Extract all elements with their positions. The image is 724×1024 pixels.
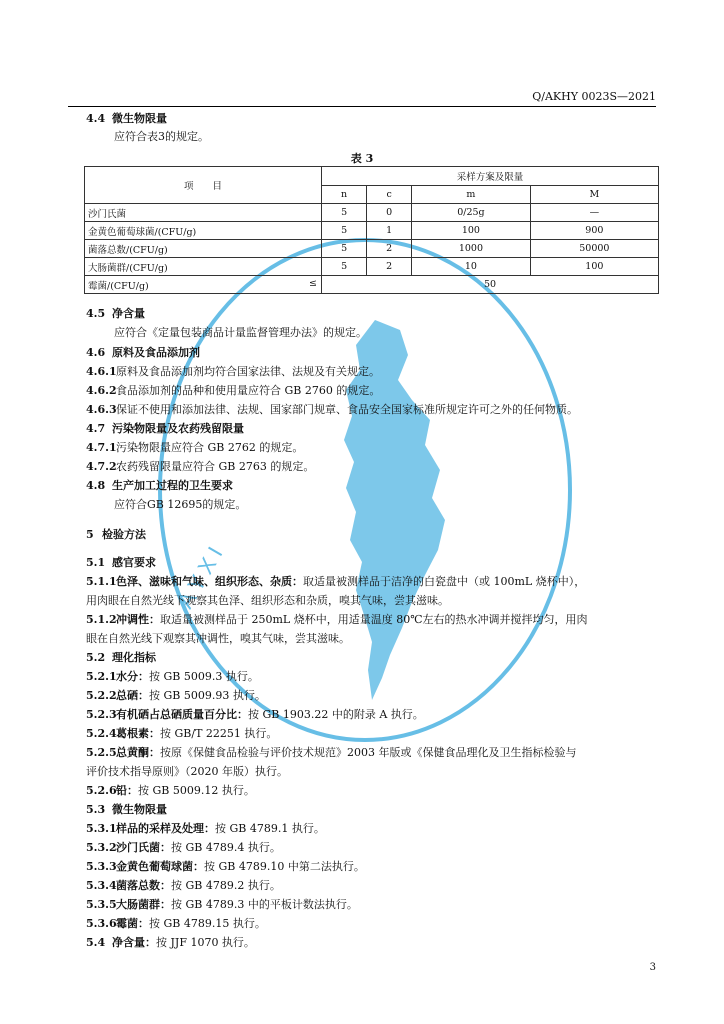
cell-n: 5 (322, 222, 367, 240)
section-4-7-2 (86, 459, 314, 474)
section-title: 理化指标 (112, 651, 156, 664)
section-5-1-2-cont: 眼在自然光线下观察其冲调性，嗅其气味，尝其滋味。 (86, 632, 350, 645)
header-rule (68, 106, 656, 107)
section-4-7-1 (86, 440, 303, 455)
row-name: 金黄色葡萄球菌/(CFU/g) (85, 222, 322, 240)
section-text: 取适量被测样品于洁净的白瓷盘中（或 100mL 烧杯中）， (303, 575, 586, 588)
section-text: 原料及食品添加剂均符合国家法律、法规及有关规定。 (116, 365, 380, 378)
section-number: 5.1.1 (86, 575, 117, 588)
table-row-mold (85, 276, 659, 294)
section-number: 5.3.1 (86, 822, 117, 835)
section-5-3-2 (86, 840, 281, 855)
item-label: 葛根素： (116, 727, 160, 740)
item-label: 样品的采样及处理： (116, 822, 215, 835)
item-label: 大肠菌群： (116, 898, 171, 911)
item-label: 冲调性： (116, 613, 160, 626)
section-text: 按 GB/T 22251 执行。 (160, 727, 278, 740)
cell-n: 5 (322, 204, 367, 222)
section-5-3-1 (86, 821, 325, 836)
seal-letters: A Y X I (172, 542, 228, 613)
section-text: 按 GB 5009.12 执行。 (138, 784, 255, 797)
section-number: 4.6.1 (86, 365, 117, 378)
section-number: 5 (86, 528, 94, 541)
section-5-2-5 (86, 745, 577, 760)
item-label: 金黄色葡萄球菌： (116, 860, 204, 873)
cell-M: 900 (530, 222, 658, 240)
cell-m: 100 (412, 222, 531, 240)
section-number: 4.6.2 (86, 384, 117, 397)
section-text: 取适量被测样品于 250mL 烧杯中，用适量温度 80℃左右的热水冲调并搅拌均匀，用肉 (160, 613, 588, 626)
section-text: 保证不使用和添加法律、法规、国家部门规章、食品安全国家标准所规定许可之外的任何物质。 (116, 403, 578, 416)
section-text: 农药残留限量应符合 GB 2763 的规定。 (116, 460, 315, 473)
item-label: 水分： (116, 670, 149, 683)
section-5-3-4 (86, 878, 281, 893)
table-row (85, 222, 659, 240)
section-4-4-text: 应符合表3的规定。 (114, 130, 209, 143)
item-label: 菌落总数： (116, 879, 171, 892)
section-number: 5.1.2 (86, 613, 117, 626)
section-5-3-3 (86, 859, 365, 874)
section-number: 5.3.4 (86, 879, 117, 892)
item-label: 霉菌： (116, 917, 149, 930)
cell-mold-value: 50 (322, 276, 659, 294)
section-4-6-1 (86, 364, 380, 379)
section-number: 4.5 (86, 307, 106, 320)
cell-c: 1 (367, 222, 412, 240)
section-5-3-6 (86, 916, 266, 931)
subcol-M: M (530, 186, 658, 204)
section-text: 按 JJF 1070 执行。 (156, 936, 255, 949)
section-number: 5.3.6 (86, 917, 117, 930)
cell-m: 0/25g (412, 204, 531, 222)
subcol-m: m (412, 186, 531, 204)
section-text: 按原《保健食品检验与评价技术规范》2003 年版或《保健食品理化及卫生指标检验与 (160, 746, 577, 759)
section-5-1-1 (86, 574, 585, 589)
section-number: 4.7.1 (86, 441, 117, 454)
subcol-n: n (322, 186, 367, 204)
section-4-8-text: 应符合GB 12695的规定。 (114, 498, 247, 511)
section-5-1-2 (86, 612, 588, 627)
section-5-2-5-cont: 评价技术指导原则》（2020 年版）执行。 (86, 765, 288, 778)
section-title: 污染物限量及农药残留限量 (112, 422, 244, 435)
item-label: 总黄酮： (116, 746, 160, 759)
table-row (85, 204, 659, 222)
section-5-3-5 (86, 897, 358, 912)
section-5-1-heading (86, 555, 156, 570)
cell-m: 10 (412, 258, 531, 276)
table-header-row (85, 167, 659, 186)
item-label: 有机硒占总硒质量百分比： (116, 708, 248, 721)
cell-c: 2 (367, 240, 412, 258)
section-text: 污染物限量应符合 GB 2762 的规定。 (116, 441, 304, 454)
section-5-2-2 (86, 688, 266, 703)
microbial-limits-table (84, 166, 659, 294)
item-label: 铅： (116, 784, 138, 797)
section-number: 4.7 (86, 422, 106, 435)
section-title: 感官要求 (112, 556, 156, 569)
section-number: 4.6 (86, 346, 106, 359)
section-title: 生产加工过程的卫生要求 (112, 479, 233, 492)
section-text: 按 GB 4789.1 执行。 (215, 822, 325, 835)
row-name: 菌落总数/(CFU/g) (85, 240, 322, 258)
section-5-3-heading (86, 802, 167, 817)
section-number: 5.2.4 (86, 727, 117, 740)
section-5-4 (86, 935, 255, 950)
section-number: 5.2 (86, 651, 106, 664)
section-4-4-heading (86, 111, 167, 126)
section-text: 按 GB 5009.3 执行。 (149, 670, 259, 683)
section-text: 按 GB 4789.15 执行。 (149, 917, 266, 930)
section-5-2-heading (86, 650, 156, 665)
section-5-2-4 (86, 726, 277, 741)
section-number: 5.3.5 (86, 898, 117, 911)
section-4-8-heading (86, 478, 233, 493)
section-4-7-heading (86, 421, 244, 436)
section-5-heading (86, 527, 146, 542)
cell-n: 5 (322, 258, 367, 276)
section-title: 微生物限量 (112, 112, 167, 125)
section-number: 5.4 (86, 936, 106, 949)
cell-c: 2 (367, 258, 412, 276)
item-label: 净含量： (112, 936, 156, 949)
section-4-6-2 (86, 383, 380, 398)
section-4-5-text: 应符合《定量包装商品计量监督管理办法》的规定。 (114, 326, 367, 339)
subcol-c: c (367, 186, 412, 204)
section-text: 按 GB 4789.10 中第二法执行。 (204, 860, 365, 873)
item-label: 沙门氏菌： (116, 841, 171, 854)
section-5-2-1 (86, 669, 259, 684)
row-name: 沙门氏菌 (85, 204, 322, 222)
section-number: 5.3.2 (86, 841, 117, 854)
section-number: 4.4 (86, 112, 106, 125)
cell-m: 1000 (412, 240, 531, 258)
table-caption: 表 3 (350, 152, 374, 165)
section-5-1-1-cont: 用肉眼在自然光线下观察其色泽、组织形态和杂质，嗅其气味，尝其滋味。 (86, 594, 449, 607)
section-4-5-heading (86, 306, 145, 321)
section-number: 5.1 (86, 556, 106, 569)
item-label: 色泽、滋味和气味、组织形态、杂质： (116, 575, 303, 588)
page-number: 3 (649, 962, 656, 973)
row-name: 霉菌/(CFU/g) (88, 280, 149, 292)
section-number: 5.2.6 (86, 784, 117, 797)
table-row (85, 258, 659, 276)
cell-M: 100 (530, 258, 658, 276)
doc-code: Q/AKHY 0023S—2021 (532, 90, 656, 103)
item-label: 总硒： (116, 689, 149, 702)
section-number: 5.2.3 (86, 708, 117, 721)
row-name-cell (85, 276, 322, 294)
section-text: 按 GB 5009.93 执行。 (149, 689, 266, 702)
section-title: 净含量 (112, 307, 145, 320)
section-4-6-heading (86, 345, 200, 360)
section-number: 5.3.3 (86, 860, 117, 873)
section-title: 检验方法 (102, 528, 146, 541)
section-5-2-3 (86, 707, 424, 722)
section-text: 食品添加剂的品种和使用量应符合 GB 2760 的规定。 (116, 384, 381, 397)
section-number: 5.2.1 (86, 670, 117, 683)
section-number: 4.6.3 (86, 403, 117, 416)
section-4-6-3 (86, 402, 578, 417)
section-text: 按 GB 4789.4 执行。 (171, 841, 281, 854)
col-item-header: 项 目 (85, 167, 322, 204)
cell-M: — (530, 204, 658, 222)
section-number: 5.3 (86, 803, 106, 816)
section-5-2-6 (86, 783, 255, 798)
table-row (85, 240, 659, 258)
section-title: 原料及食品添加剂 (112, 346, 200, 359)
row-name: 大肠菌群/(CFU/g) (85, 258, 322, 276)
cell-n: 5 (322, 240, 367, 258)
section-number: 5.2.2 (86, 689, 117, 702)
cell-c: 0 (367, 204, 412, 222)
section-number: 5.2.5 (86, 746, 117, 759)
cell-M: 50000 (530, 240, 658, 258)
section-number: 4.8 (86, 479, 106, 492)
section-title: 微生物限量 (112, 803, 167, 816)
comparison-sign: ≤ (309, 277, 317, 289)
col-group-header: 采样方案及限量 (322, 167, 659, 186)
section-number: 4.7.2 (86, 460, 117, 473)
section-text: 按 GB 4789.3 中的平板计数法执行。 (171, 898, 358, 911)
section-text: 按 GB 1903.22 中的附录 A 执行。 (248, 708, 424, 721)
section-text: 按 GB 4789.2 执行。 (171, 879, 281, 892)
